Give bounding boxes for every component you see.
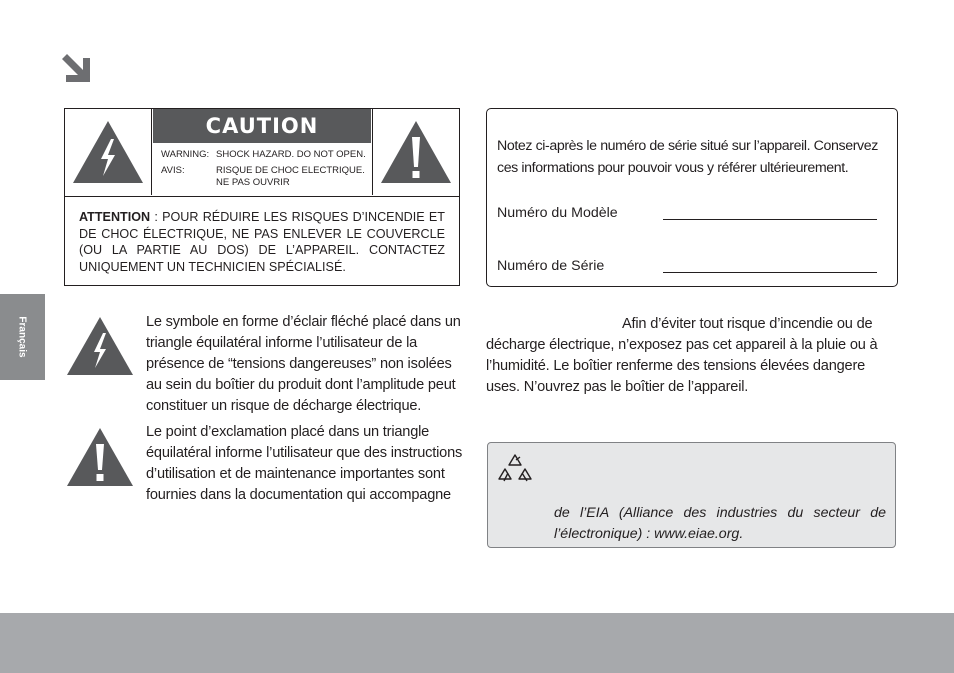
recycle-icon [498, 453, 532, 485]
exclamation-description: Le point d’exclamation placé dans un triangle équilatéral informe l’utilisateur que des instructions d’utilisation et de maintenance importantes sont fournies dans la documentation qui accompagne [146, 424, 463, 503]
warning-value: RISQUE DE CHOC ELECTRIQUE. NE PAS OUVRIR [216, 165, 365, 188]
warning-key: AVIS: [161, 165, 185, 176]
language-tab-label: Français [16, 316, 28, 358]
caution-warnings [153, 143, 371, 189]
serial-number-line [663, 272, 877, 273]
footer-band [0, 613, 954, 673]
language-tab [0, 294, 45, 380]
exclamation-warning-icon [379, 119, 453, 185]
caution-header [65, 109, 459, 197]
lightning-description: Le symbole en forme d’éclair fléché placé dans un triangle équilatéral informe l’utilisateur de la présence de “tensions dangereuses” non isolées au sein du boîtier du produit dont l’amplitude peut constituer un risque de décharge électrique. [146, 314, 461, 414]
caution-banner: CAUTION [153, 109, 371, 143]
warning-value: SHOCK HAZARD. DO NOT OPEN. [216, 149, 366, 160]
arrow-down-right-icon [60, 52, 94, 86]
serial-number-box [486, 108, 898, 287]
warning-key: WARNING: [161, 149, 210, 160]
caution-center [153, 109, 371, 195]
caution-attention [79, 209, 445, 275]
exclamation-symbol-icon [66, 427, 134, 487]
caution-lightning-cell [65, 109, 152, 195]
model-number-line [663, 219, 877, 220]
lightning-symbol-icon [66, 316, 134, 376]
warning-row [161, 165, 371, 189]
serial-note: Notez ci-après le numéro de série situé sur l’appareil. Conservez ces informations pour pouvoir vous y référer ultérieurement. [497, 138, 878, 176]
caution-label [64, 108, 460, 286]
lightning-warning-icon [71, 119, 145, 185]
attention-text: : POUR RÉDUIRE LES RISQUES D’INCENDIE ET DE CHOC ÉLECTRIQUE, NE PAS ENLEVER LE COUVERCLE (OU LA PARTIE AU DOS) DE L’APPAREIL. CONTACTEZ UNIQUEMENT UN TECHNICIEN SPÉCIALISÉ. [79, 210, 445, 274]
model-number-label: Numéro du Modèle [497, 205, 618, 221]
warning-row [161, 149, 371, 161]
recycle-text: de l’EIA (Alliance des industries du secteur de l’électronique) : www.eiae.org. [554, 505, 886, 542]
serial-number-label: Numéro de Série [497, 258, 605, 274]
attention-label: ATTENTION [79, 210, 151, 224]
recycle-info-box [487, 442, 896, 548]
caution-exclamation-cell [372, 109, 459, 195]
fire-shock-warning: Afin d’éviter tout risque d’incendie ou de décharge électrique, n’exposez pas cet appareil à la pluie ou à l’humidité. Le boîtier renferme des tensions élevées dangere uses. N’ouvrez pas le boîtier de l’appareil. [486, 316, 878, 395]
